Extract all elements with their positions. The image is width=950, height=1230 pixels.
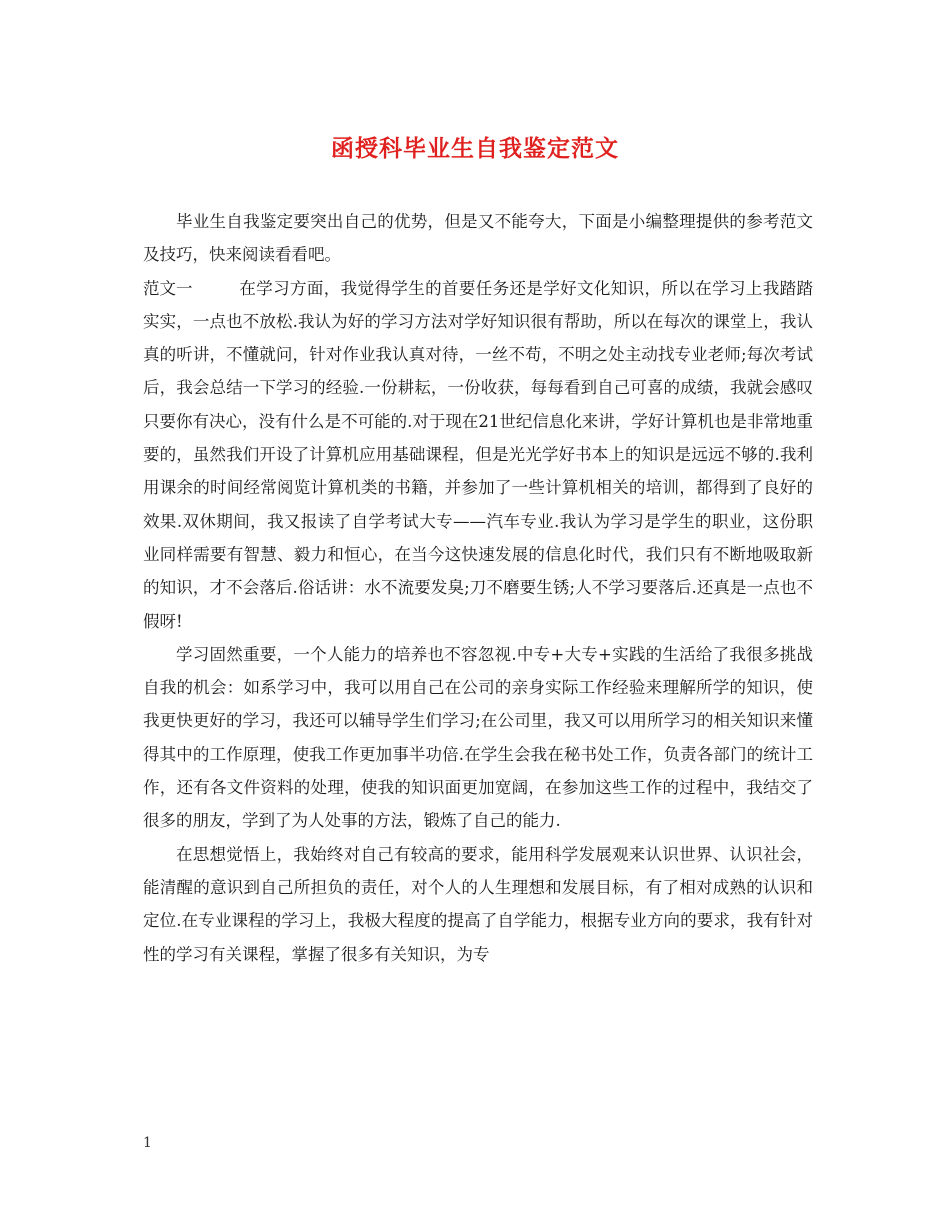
section-paragraph-1	[143, 272, 813, 638]
intro-paragraph: 毕业生自我鉴定要突出自己的优势，但是又不能夸大，下面是小编整理提供的参考范文及技巧，快来阅读看看吧。	[143, 212, 813, 265]
page-title: 函授科毕业生自我鉴定范文	[331, 135, 619, 162]
section-label: 范文一	[143, 278, 193, 298]
section-paragraph-2: 学习固然重要，一个人能力的培养也不容忽视.中专+大专+实践的生活给了我很多挑战自我的机会：如系学习中，我可以用自己在公司的亲身实际工作经验来理解所学的知识，使我更快更好的学习，我还可以辅导学生们学习;在公司里，我又可以用所学习的相关知识来懂得其中的工作原理，使我工作更加事半功倍.在学生会我在秘书处工作，负责各部门的统计工作，还有各文件资料的处理，使我的知识面更加宽阔，在参加这些工作的过程中，我结交了很多的朋友，学到了为人处事的方法，锻炼了自己的能力.	[143, 644, 813, 831]
page-number: 1	[143, 1135, 152, 1151]
document-body	[143, 205, 813, 971]
section-paragraph-3: 在思想觉悟上，我始终对自己有较高的要求，能用科学发展观来认识世界、认识社会，能清醒的意识到自己所担负的责任，对个人的人生理想和发展目标，有了相对成熟的认识和定位.在专业课程的学习上，我极大程度的提高了自学能力，根据专业方向的要求，我有针对性的学习有关课程，掌握了很多有关知识，为专	[143, 844, 813, 964]
paragraph-1-text: 在学习方面，我觉得学生的首要任务还是学好文化知识，所以在学习上我踏踏实实，一点也不放松.我认为好的学习方法对学好知识很有帮助，所以在每次的课堂上，我认真的听讲，不懂就问，针对作业我认真对待，一丝不苟，不明之处主动找专业老师;每次考试后，我会总结一下学习的经验.一份耕耘，一份收获，每每看到自己可喜的成绩，我就会感叹只要你有决心，没有什么是不可能的.对于现在21世纪信息化来讲，学好计算机也是非常地重要的，虽然我们开设了计算机应用基础课程，但是光光学好书本上的知识是远远不够的.我利用课余的时间经常阅览计算机类的书籍，并参加了一些计算机相关的培训，都得到了良好的效果.双休期间，我又报读了自学考试大专——汽车专业.我认为学习是学生的职业，这份职业同样需要有智慧、毅力和恒心，在当今这快速发展的信息化时代，我们只有不断地吸取新的知识，才不会落后.俗话讲：水不流要发臭;刀不磨要生锈;人不学习要落后.还真是一点也不假呀!	[143, 278, 813, 631]
